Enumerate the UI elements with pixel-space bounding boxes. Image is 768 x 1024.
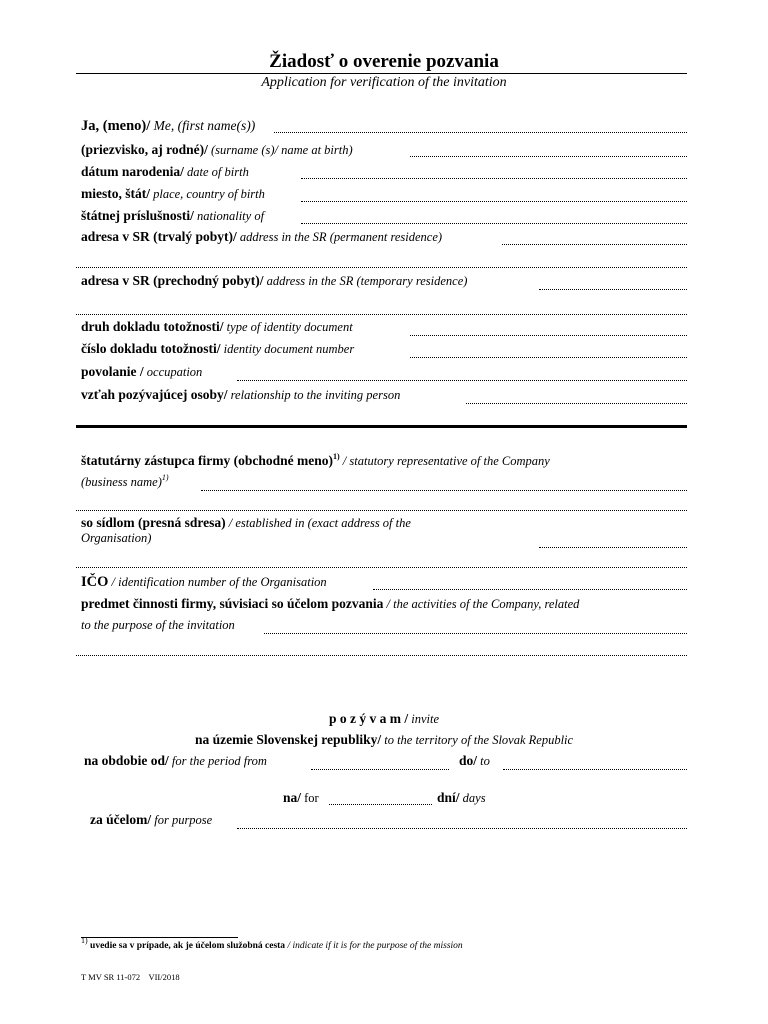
invite-heading: p o z ý v a m / invite — [328, 711, 439, 726]
territory-line: na územie Slovenskej republiky/ to the territory of the Slovak Republic — [194, 732, 574, 747]
id-type-field[interactable] — [410, 335, 687, 336]
relationship-field[interactable] — [466, 403, 687, 404]
seat-field[interactable] — [539, 547, 687, 548]
period-from-label: na obdobie od/ for the period from — [84, 753, 267, 768]
surname-field[interactable] — [410, 156, 687, 157]
temporary-address-field[interactable] — [539, 289, 687, 290]
permanent-address-label: adresa v SR (trvalý pobyt)/ address in the SR (permanent residence) — [81, 229, 443, 244]
representative-label-cont: (business name)$^{1)}$ — [81, 472, 169, 489]
for-field[interactable] — [329, 804, 432, 805]
ico-label: IČO / identification number of the Organisation — [81, 574, 327, 590]
period-to-label: do/ to — [459, 753, 490, 768]
days-label: dní/ days — [437, 790, 486, 805]
ico-field[interactable] — [373, 589, 687, 590]
id-type-label: druh dokladu totožnosti/ type of identity document — [81, 319, 353, 334]
temporary-address-field-2[interactable] — [76, 314, 687, 315]
representative-field-2[interactable] — [76, 510, 687, 511]
form-code: T MV SR 11-072 VII/2018 — [81, 972, 180, 982]
footnote: $^{1)}$ uvedie sa v prípade, ak je účelom služobná cesta / indicate if it is for the purpose of the mission — [81, 935, 463, 951]
birth-date-label: dátum narodenia/ date of birth — [81, 164, 249, 179]
surname-label: (priezvisko, aj rodné)/ (surname (s)/ name at birth) — [81, 142, 353, 157]
occupation-label: povolanie / occupation — [81, 364, 203, 379]
birth-date-field[interactable] — [301, 178, 687, 179]
activity-label: predmet činnosti firmy, súvisiaci so účelom pozvania / the activities of the Company, related — [81, 596, 580, 611]
representative-field[interactable] — [201, 490, 687, 491]
temporary-address-label: adresa v SR (prechodný pobyt)/ address in the SR (temporary residence) — [81, 273, 468, 288]
for-label: na/ for — [283, 790, 319, 805]
id-number-label: číslo dokladu totožnosti/ identity document number — [81, 341, 355, 356]
birth-place-label: miesto, štát/ place, country of birth — [81, 186, 265, 201]
form-subtitle: Application for verification of the invitation — [261, 75, 507, 90]
activity-field[interactable] — [264, 633, 687, 634]
seat-label-cont: Organisation) — [81, 531, 152, 545]
first-name-label: Ja, (meno)/ Me, (first name(s)) — [81, 118, 256, 134]
representative-label: štatutárny zástupca firmy (obchodné meno)$^{1)}$ / statutory representative of the Company — [81, 451, 550, 468]
title-rule — [76, 73, 687, 74]
footnote-rule — [81, 937, 238, 938]
id-number-field[interactable] — [410, 357, 687, 358]
purpose-label: za účelom/ for purpose — [90, 812, 213, 827]
form-title: Žiadosť o overenie pozvania — [269, 51, 499, 72]
permanent-address-field[interactable] — [502, 244, 687, 245]
activity-field-2[interactable] — [76, 655, 687, 656]
period-from-field[interactable] — [311, 769, 449, 770]
seat-field-2[interactable] — [76, 567, 687, 568]
seat-label: so sídlom (presná sdresa) / established in (exact address of the — [81, 515, 411, 530]
period-to-field[interactable] — [503, 769, 687, 770]
permanent-address-field-2[interactable] — [76, 267, 687, 268]
purpose-field[interactable] — [237, 828, 687, 829]
nationality-field[interactable] — [301, 223, 687, 224]
occupation-field[interactable] — [237, 380, 687, 381]
section-separator — [76, 425, 687, 428]
nationality-label: štátnej príslušnosti/ nationality of — [81, 208, 265, 223]
activity-label-cont: to the purpose of the invitation — [81, 618, 235, 632]
birth-place-field[interactable] — [301, 201, 687, 202]
first-name-field[interactable] — [274, 132, 687, 133]
relationship-label: vzťah pozývajúcej osoby/ relationship to the inviting person — [81, 387, 401, 402]
